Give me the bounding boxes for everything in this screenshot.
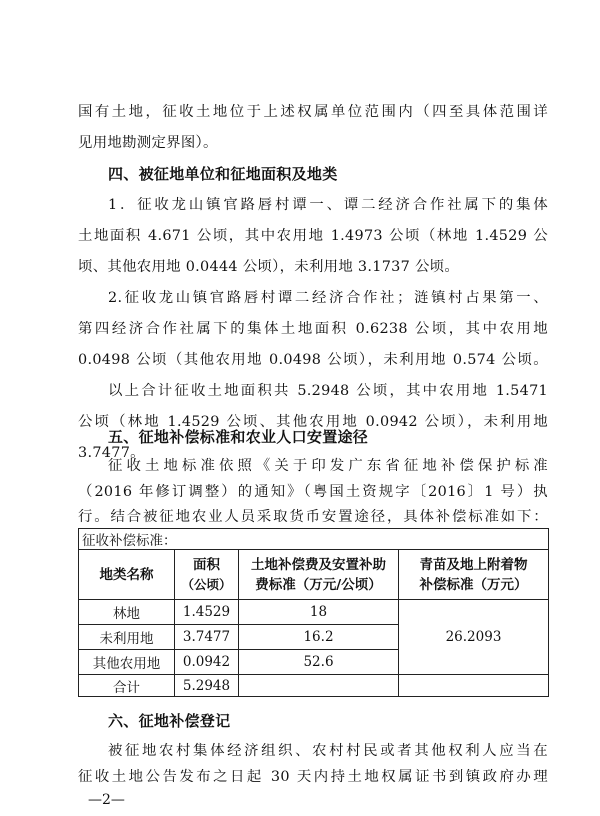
cell-crop-empty	[399, 675, 549, 697]
paragraph-line: 行。结合被征地农业人员采取货币安置途径，具体补偿标准如下：	[78, 509, 548, 525]
cell-type: 未利用地	[79, 625, 175, 650]
page-number: —2—	[88, 792, 125, 808]
paragraph-line: 土地面积 4.671 公顷，其中农用地 1.4973 公顷（林地 1.4529 公	[78, 228, 548, 244]
paragraph-line: 1．征收龙山镇官路唇村谭一、谭二经济合作社属下的集体	[108, 197, 548, 213]
paragraph-line: 征收土地标准依照《关于印发广东省征地补偿保护标准	[108, 458, 548, 474]
paragraph-line: 见用地勘测定界图）。	[78, 135, 218, 151]
header-type: 地类名称	[79, 550, 175, 600]
table-caption: 征收补偿标准：	[79, 529, 549, 550]
paragraph-line: 顷、其他农用地 0.0444 公顷），未利用地 3.1737 公顷。	[78, 259, 460, 275]
table-row	[79, 600, 549, 625]
compensation-table	[78, 528, 549, 697]
cell-compensation: 52.6	[239, 650, 399, 675]
cell-area: 1.4529	[175, 600, 239, 625]
cell-area: 0.0942	[175, 650, 239, 675]
cell-type: 合计	[79, 675, 175, 697]
cell-crop-total: 26.2093	[399, 600, 549, 675]
header-crop-compensation: 青苗及地上附着物 补偿标准（万元）	[399, 550, 549, 600]
paragraph-line: 第四经济合作社属下的集体土地面积 0.6238 公顷，其中农用地	[78, 321, 548, 337]
header-compensation: 土地补偿费及安置补助 费标准（万元/公顷）	[239, 550, 399, 600]
paragraph-line: 2.征收龙山镇官路唇村谭二经济合作社；涟镇村占果第一、	[108, 290, 548, 306]
section-heading-4: 四、被征地单位和征地面积及地类	[108, 165, 338, 183]
paragraph-line: 征收土地公告发布之日起 30 天内持土地权属证书到镇政府办理	[78, 769, 548, 785]
table-header-row	[79, 550, 549, 600]
cell-type: 其他农用地	[79, 650, 175, 675]
cell-compensation: 18	[239, 600, 399, 625]
cell-compensation	[239, 675, 399, 697]
section-heading-5: 五、征地补偿标准和农业人口安置途径	[108, 428, 369, 446]
paragraph-line: （2016 年修订调整）的通知》（粤国土资规字〔2016〕1 号）执	[78, 484, 548, 500]
cell-type: 林地	[79, 600, 175, 625]
header-area: 面积 （公顷）	[175, 550, 239, 600]
paragraph-line: 3.7477。	[78, 445, 145, 461]
paragraph-line: 公顷（林地 1.4529 公顷、其他农用地 0.0942 公顷），未利用地	[78, 414, 548, 430]
table-row-total	[79, 675, 549, 697]
cell-area: 3.7477	[175, 625, 239, 650]
cell-compensation: 16.2	[239, 625, 399, 650]
paragraph-line: 国有土地，征收土地位于上述权属单位范围内（四至具体范围详	[78, 104, 548, 120]
paragraph-line: 0.0498 公顷（其他农用地 0.0498 公顷），未利用地 0.574 公顷。	[78, 352, 548, 368]
cell-area: 5.2948	[175, 675, 239, 697]
paragraph-line: 以上合计征收土地面积共 5.2948 公顷，其中农用地 1.5471	[108, 383, 548, 399]
paragraph-line: 被征地农村集体经济组织、农村村民或者其他权利人应当在	[108, 743, 548, 759]
section-heading-6: 六、征地补偿登记	[108, 712, 231, 730]
